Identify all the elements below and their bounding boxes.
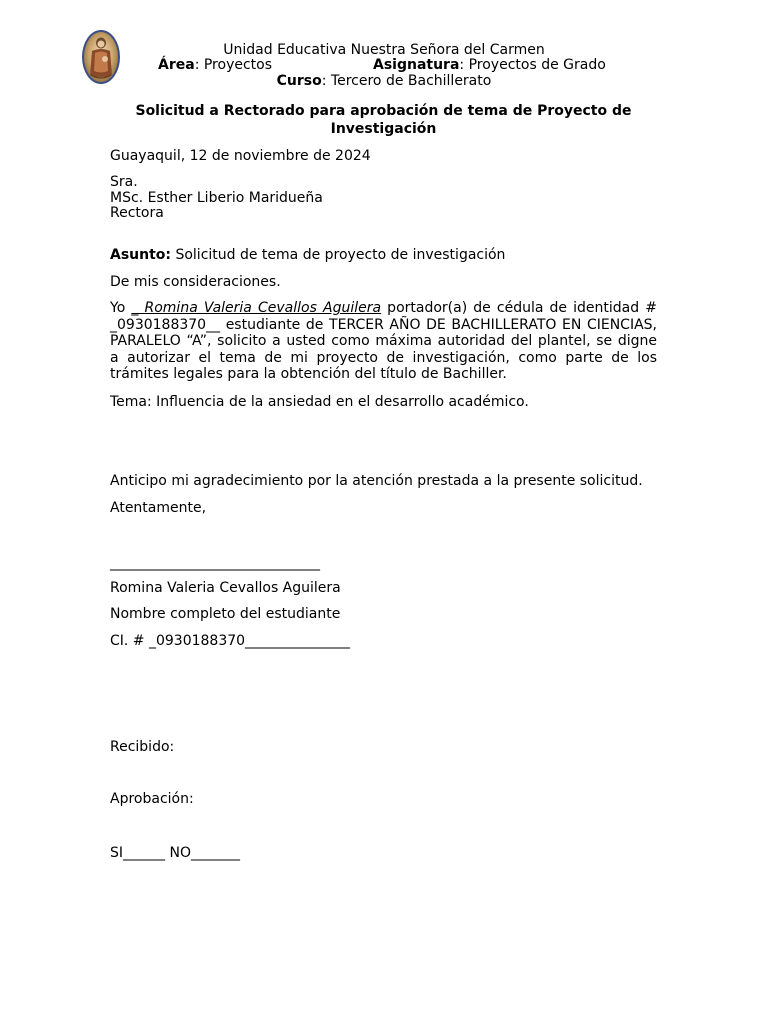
body-blank: _ <box>131 300 145 316</box>
body-line-1-rest: portador(a) de cédula de identidad # <box>381 300 657 316</box>
course-field <box>0 73 768 90</box>
id-line: CI. # _0930188370_______________ <box>110 633 351 649</box>
area-label: Área <box>158 57 195 73</box>
course-label: Curso <box>276 73 322 89</box>
title-line-2: Investigación <box>330 120 437 137</box>
document-title <box>110 103 657 138</box>
body-line-2: _0930188370__ estudiante de TERCER AÑO DE BACHILLERATO EN CIENCIAS, <box>110 316 657 333</box>
institution-name: Unidad Educativa Nuestra Señora del Carmen <box>223 42 545 58</box>
subject-value: : Proyectos de Grado <box>459 57 606 73</box>
recipient-name: MSc. Esther Liberio Maridueña <box>110 190 323 206</box>
recipient-salutation: Sra. <box>110 174 138 190</box>
body-paragraph <box>110 300 657 383</box>
signer-name: Romina Valeria Cevallos Aguilera <box>110 580 341 596</box>
greeting: De mis consideraciones. <box>110 274 281 290</box>
subject-line-text: Solicitud de tema de proyecto de investigación <box>171 247 506 263</box>
subject-line <box>110 247 505 264</box>
signer-caption: Nombre completo del estudiante <box>110 606 341 622</box>
topic: Tema: Influencia de la ansiedad en el desarrollo académico. <box>110 394 529 410</box>
body-student-name: Romina Valeria Cevallos Aguilera <box>144 300 382 316</box>
signature-line: ______________________________ <box>110 555 320 571</box>
approval-options: SI______ NO_______ <box>110 845 240 861</box>
body-line-3: PARALELO “A”, solicito a usted como máxima autoridad del plantel, se digne <box>110 333 657 349</box>
subject-label: Asignatura <box>373 57 460 73</box>
body-line-1 <box>110 300 657 317</box>
received-label: Recibido: <box>110 739 175 755</box>
closing: Atentamente, <box>110 500 207 516</box>
body-line-5: trámites legales para la obtención del título de Bachiller. <box>110 366 507 382</box>
area-field <box>158 57 272 74</box>
course-value: : Tercero de Bachillerato <box>321 73 492 89</box>
body-line-4: a autorizar el tema de mi proyecto de investigación, como parte de los <box>110 349 657 366</box>
body-yo: Yo <box>110 300 132 316</box>
recipient-role: Rectora <box>110 205 164 221</box>
area-value: : Proyectos <box>194 57 273 73</box>
approval-label: Aprobación: <box>110 791 194 807</box>
place-date: Guayaquil, 12 de noviembre de 2024 <box>110 148 371 164</box>
subject-line-label: Asunto: <box>110 247 172 263</box>
title-line-1: Solicitud a Rectorado para aprobación de tema de Proyecto de <box>135 103 632 119</box>
thanks: Anticipo mi agradecimiento por la atención prestada a la presente solicitud. <box>110 473 643 489</box>
subject-field <box>373 57 606 74</box>
